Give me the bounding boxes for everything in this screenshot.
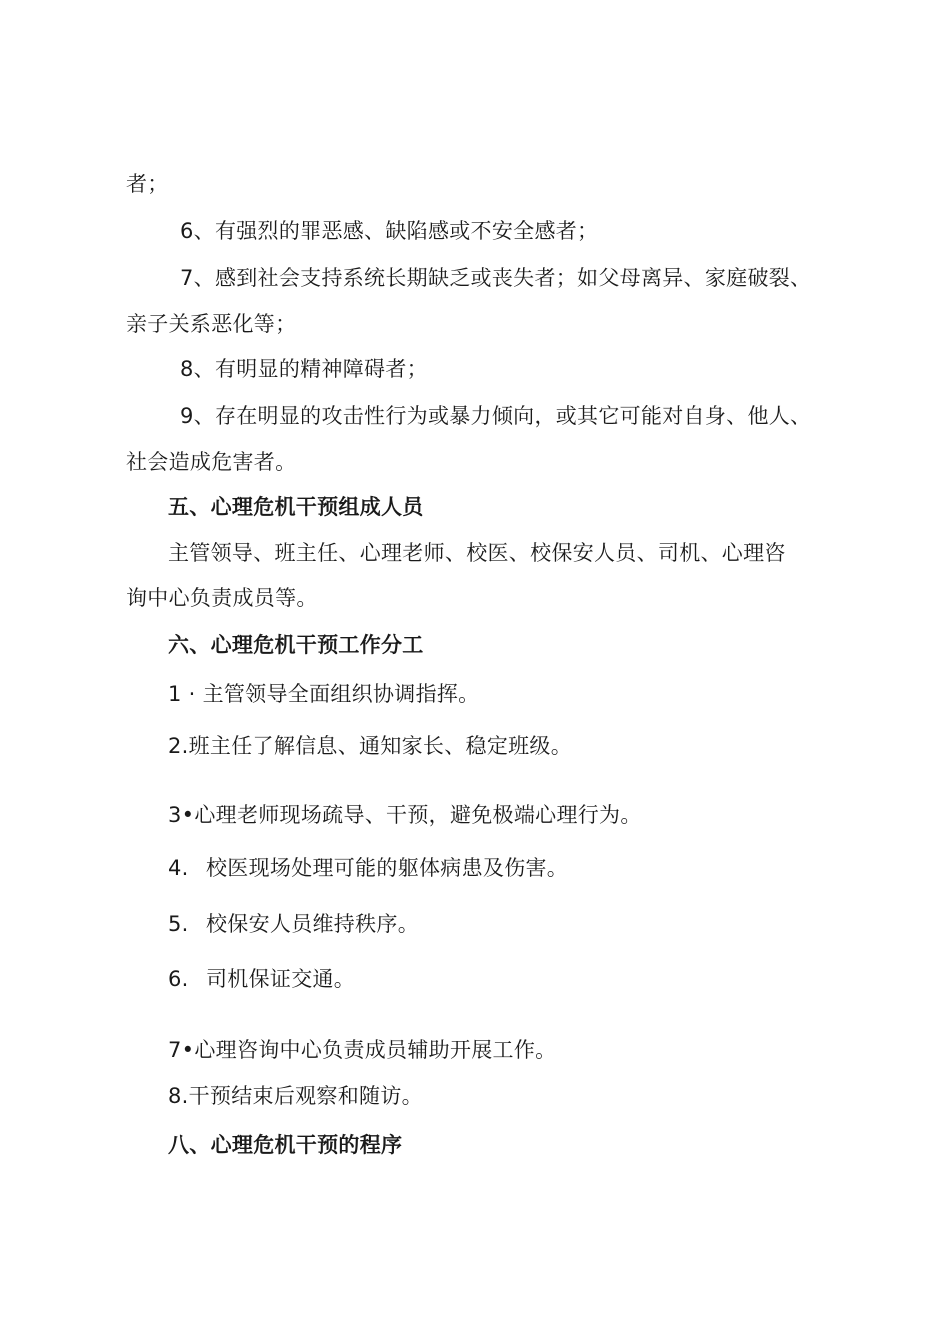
text-line: 9、存在明显的攻击性行为或暴力倾向，或其它可能对自身、他人、 [180, 404, 812, 428]
list-number: 5. [168, 912, 189, 936]
list-item: 1 · 主管领导全面组织协调指挥。 [168, 682, 480, 706]
text-line: 亲子关系恶化等； [126, 312, 297, 336]
section-heading: 五、心理危机干预组成人员 [168, 495, 424, 519]
list-number: 6. [168, 967, 189, 991]
text-line: 社会造成危害者。 [126, 450, 297, 474]
list-number: 4. [168, 856, 189, 880]
list-text: 校保安人员维持秩序。 [206, 912, 419, 936]
list-item [168, 854, 568, 882]
section-heading: 六、心理危机干预工作分工 [168, 633, 424, 657]
list-item: 3•心理老师现场疏导、干预，避免极端心理行为。 [168, 803, 642, 827]
text-line: 询中心负责成员等。 [126, 586, 318, 610]
list-item: 2.班主任了解信息、通知家长、稳定班级。 [168, 734, 573, 758]
text-line: 者； [126, 172, 169, 196]
list-text: 司机保证交通。 [206, 967, 356, 991]
text-line: 8、有明显的精神障碍者； [180, 357, 428, 381]
list-item: 8.干预结束后观察和随访。 [168, 1084, 423, 1108]
text-line: 6、有强烈的罪恶感、缺陷感或不安全感者； [180, 219, 599, 243]
list-item: 7•心理咨询中心负责成员辅助开展工作。 [168, 1038, 557, 1062]
list-item [168, 965, 355, 993]
text-line: 7、感到社会支持系统长期缺乏或丧失者；如父母离异、家庭破裂、 [180, 266, 812, 290]
list-text: 校医现场处理可能的躯体病患及伤害。 [206, 856, 569, 880]
section-heading: 八、心理危机干预的程序 [168, 1133, 403, 1157]
list-item [168, 910, 419, 938]
text-line: 主管领导、班主任、心理老师、校医、校保安人员、司机、心理咨 [168, 541, 786, 565]
